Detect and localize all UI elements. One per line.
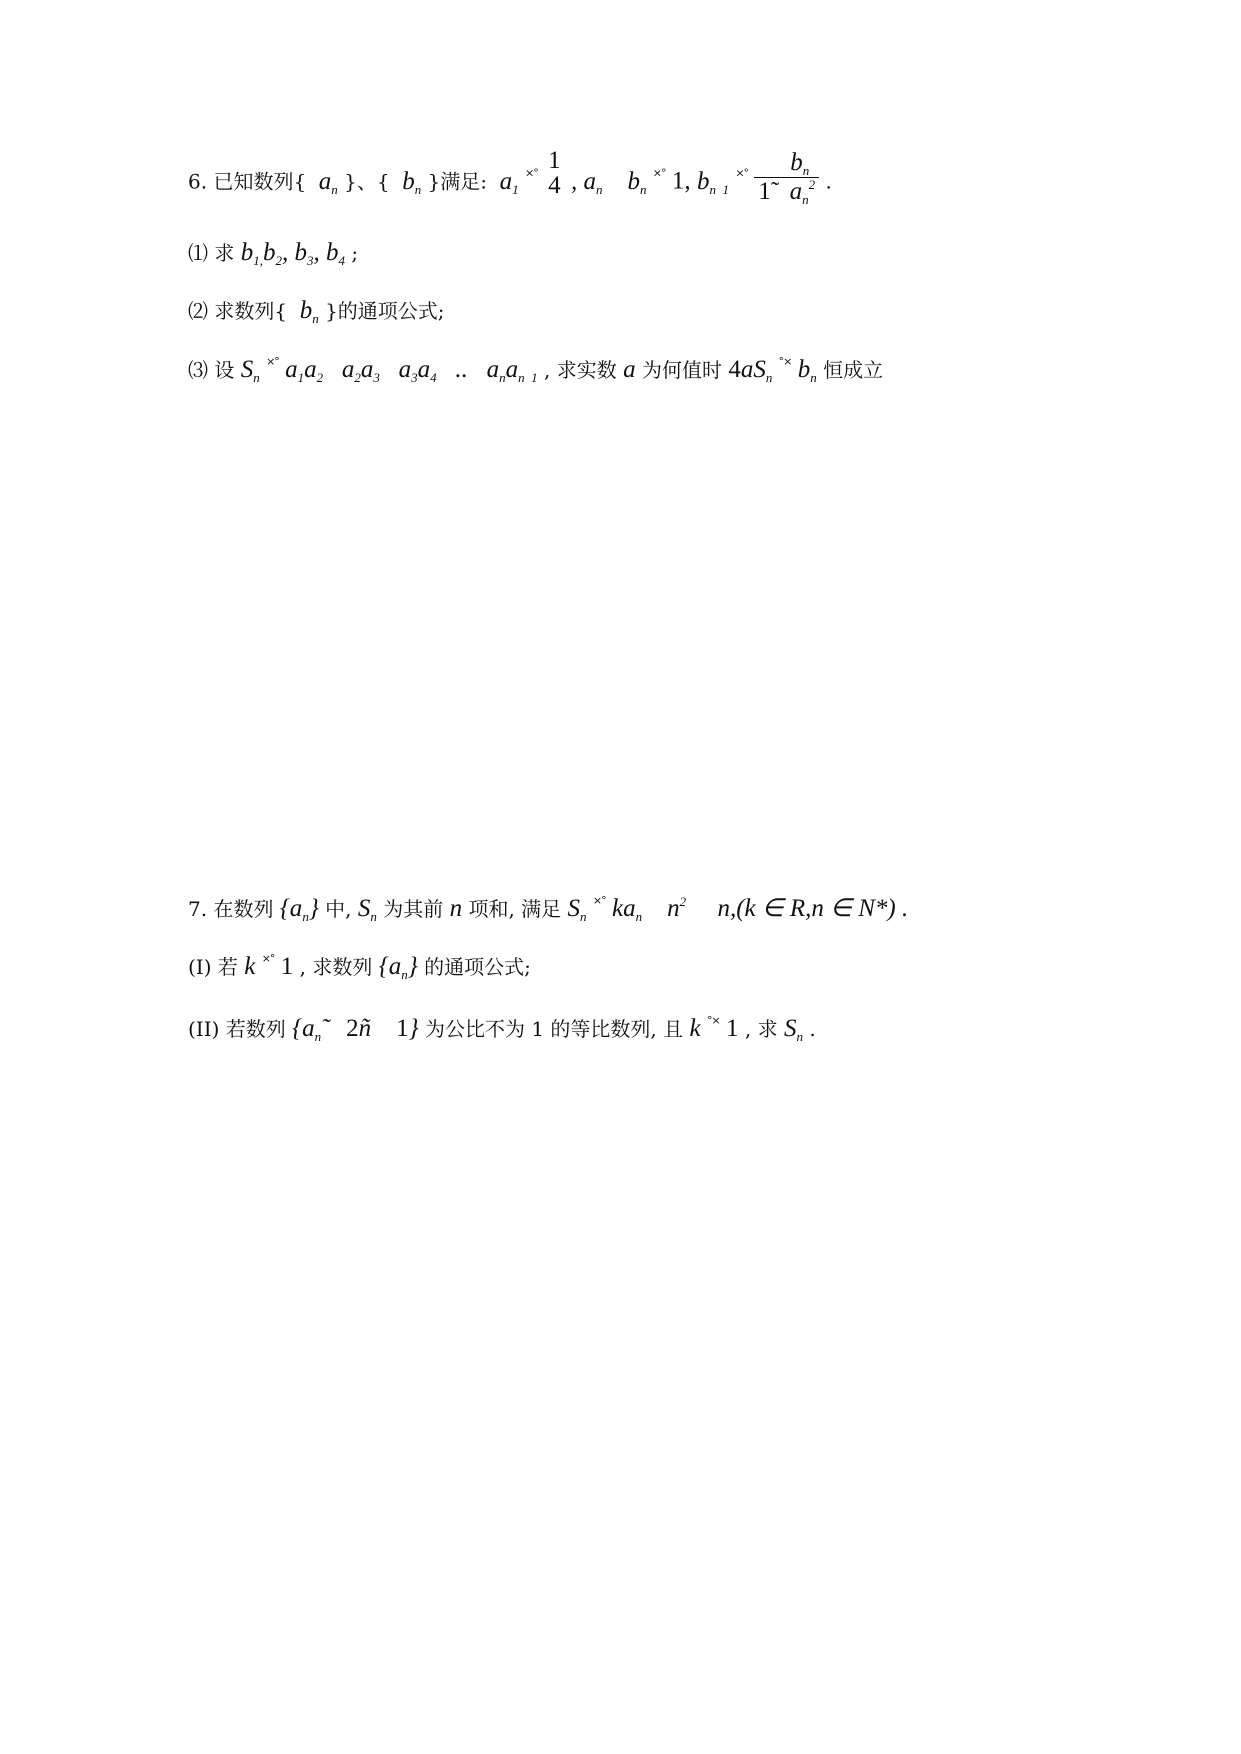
s-n: $S_n$ — [240, 356, 260, 385]
q7-part-2 — [188, 1015, 816, 1043]
frac-den: 4 — [548, 172, 561, 199]
q7-mid1: 中, — [325, 897, 352, 921]
s-n: $S_n$ — [567, 895, 587, 924]
equals-glyph: ×° — [525, 166, 538, 180]
k-a-n: $ka_n$ $n^2$ — [611, 894, 687, 924]
a-n-b-n: , $a_n$ $b_n$ — [570, 167, 647, 197]
q6-3-var: a — [623, 356, 636, 383]
s-n: $S_n$ — [357, 895, 377, 924]
q6-2-tail: }的通项公式; — [325, 299, 445, 323]
k: k — [689, 1015, 701, 1042]
q6-1-tail: ; — [351, 241, 359, 265]
seq-a-set: $\{a_n\}$ — [378, 953, 418, 982]
frac-bn-num: $b_n$ — [754, 150, 819, 178]
q7-cond: n,(k ∈ R,n ∈ N*) . — [717, 895, 909, 922]
q7-1-label: (I) 若 — [188, 955, 238, 979]
q6-one: 1, — [671, 167, 691, 195]
q6-part-1 — [188, 240, 358, 267]
q7-mid2: 为其前 — [383, 897, 444, 921]
b-n: $b_n$ — [797, 356, 817, 385]
a1: $a_1$ — [493, 167, 519, 197]
less-glyph: °× — [778, 355, 792, 368]
frac-1-4 — [544, 148, 565, 198]
frac-bn-den: 1̃ $a_n^2$ — [758, 177, 816, 207]
q7-1-mid: , 求数列 — [299, 955, 373, 979]
q6-seq-end: }满足: — [427, 169, 488, 194]
q7-2-mid2: , 求 — [744, 1017, 778, 1041]
q7-1-tail: 的通项公式; — [424, 955, 531, 979]
geo-seq: {$a_ñ$ 2ñ 1} — [292, 1015, 419, 1044]
one: 1 — [726, 1015, 739, 1042]
q6-3-mid: , 求实数 — [544, 358, 617, 382]
q6-seq-mid: }、{ — [344, 169, 390, 194]
q7-2-mid: 为公比不为 1 的等比数列, 且 — [424, 1017, 684, 1041]
frac-num: 1 — [548, 147, 561, 174]
equals-glyph: ×° — [735, 166, 749, 180]
equals-glyph: ×° — [261, 952, 275, 965]
q7-2-label: (II) 若数列 — [188, 1017, 286, 1041]
q6-3-coef: 4 — [728, 356, 741, 383]
q7-prefix: 7. 在数列 — [188, 897, 274, 921]
q6-stem — [188, 147, 832, 207]
q7-var-n: n — [449, 895, 463, 922]
seq-a-set: $\{a_n\}$ — [279, 895, 319, 924]
q7-2-tail: . — [809, 1017, 816, 1041]
b-list: $b_{1,}b_2$, $b_3$, $b_4$ — [240, 239, 345, 268]
a-s-n: $aS_n$ — [740, 356, 773, 385]
q6-2-label: ⑵ 求数列{ — [188, 299, 288, 323]
b-n1: $b_{n 1}$ — [696, 167, 729, 197]
one: 1 — [280, 953, 294, 980]
q6-end: . — [825, 169, 832, 194]
seq-a: $a_n$ — [312, 167, 338, 197]
q7-part-1 — [188, 953, 531, 981]
not-equal-glyph: °× — [706, 1014, 720, 1027]
q6-3-mid2: 为何值时 — [641, 358, 722, 382]
frac-bn — [754, 150, 819, 206]
seq-b: $b_n$ — [293, 297, 319, 326]
equals-glyph: ×° — [592, 894, 606, 907]
q6-prefix: 6. 已知数列{ — [188, 169, 307, 194]
seq-b: $b_n$ — [395, 167, 422, 197]
q6-3-tail: 恒成立 — [823, 358, 884, 382]
equals-glyph: ×° — [266, 355, 279, 368]
q6-3-label: ⑶ 设 — [188, 358, 235, 382]
sum-expr: $a_1a_2$ $a_2a_3$ $a_3a_4$ .. $a_na_{n 1}$ — [285, 356, 538, 385]
equals-glyph: ×° — [652, 166, 666, 180]
q6-part-3 — [188, 356, 883, 384]
q7-mid3: 项和, 满足 — [468, 897, 562, 921]
s-n: $S_n$ — [783, 1015, 803, 1044]
k: k — [244, 953, 256, 980]
q6-part-2 — [188, 298, 445, 325]
q7-stem — [188, 895, 908, 923]
q6-1-label: ⑴ 求 — [188, 241, 235, 265]
